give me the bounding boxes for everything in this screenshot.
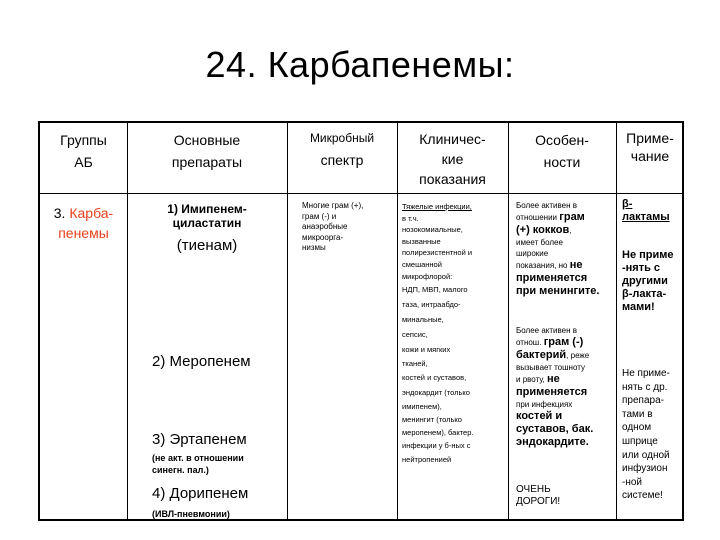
header-indications: Клиничес- кие показания <box>419 131 486 187</box>
col-divider <box>508 123 509 519</box>
drug-meropenem: 2) Меропенем <box>152 353 251 370</box>
header-groups: Группы АБ <box>60 132 107 170</box>
col-divider <box>616 123 617 519</box>
drug-ertapenem-sub: (не акт. в отношении синегн. пал.) <box>152 453 244 475</box>
drug-table <box>38 121 684 521</box>
drug-imipenem: 1) Имипенем- циластатин <box>167 202 247 230</box>
notes-no-combination: Не приме -нять с другими β-лакта- мами! <box>622 249 674 313</box>
col-divider <box>127 123 128 519</box>
features-expensive: ОЧЕНЬ ДОРОГИ! <box>516 484 561 507</box>
drug-doripenem: 4) Дорипенем <box>152 485 249 502</box>
drug-doripenem-sub: (ИВЛ-пневмонии) <box>152 509 230 519</box>
spectrum-text: Многие грам (+), грам (-) и анаэробные микроорга- низмы <box>302 201 364 252</box>
features-meropenem-imipenem: Более активен в отношении грам (+) кокков, имеет более широкие показания, но не применяется при менингите. <box>516 201 600 297</box>
header-features: Особен- ности <box>535 132 589 170</box>
notes-beta-lactams: β- лактамы <box>622 198 670 223</box>
page-title: 24. Карбапенемы: <box>205 44 515 85</box>
header-drugs: Основные препараты <box>171 132 243 170</box>
header-spectrum: Микробный спектр <box>309 131 375 168</box>
col-divider <box>287 123 288 519</box>
indications-text: Тяжелые инфекции, в т.ч. нозокомиальные, вызванные полирезистентной и смешанной микрофлорой: НДП, МВП, малого таза, интраабдо- минальные, сепсис, кожи и мягких тканей, костей и суставов, эндокардит (только имипенем), менингит (только меропенем), бактер. инфекции у б-ных с нейтропенией <box>402 202 474 465</box>
features-meropenem: Более активен в отнош. грам (-) бактерий, реже вызывает тошноту и рвоту, не применяется при инфекциях костей и суставов, бак. эндокардите. <box>516 326 594 448</box>
drug-imipenem-sub: (тиенам) <box>176 237 238 254</box>
drug-ertapenem: 3) Эртапенем <box>152 431 247 448</box>
header-notes: Приме- чание <box>626 130 674 164</box>
group-name: 3. Карба- пенемы <box>53 205 114 241</box>
notes-no-mixing: Не приме- нять с др. препара- тами в одном шприце или одной инфузион -ной системе! <box>622 368 670 502</box>
header-divider <box>40 193 682 194</box>
